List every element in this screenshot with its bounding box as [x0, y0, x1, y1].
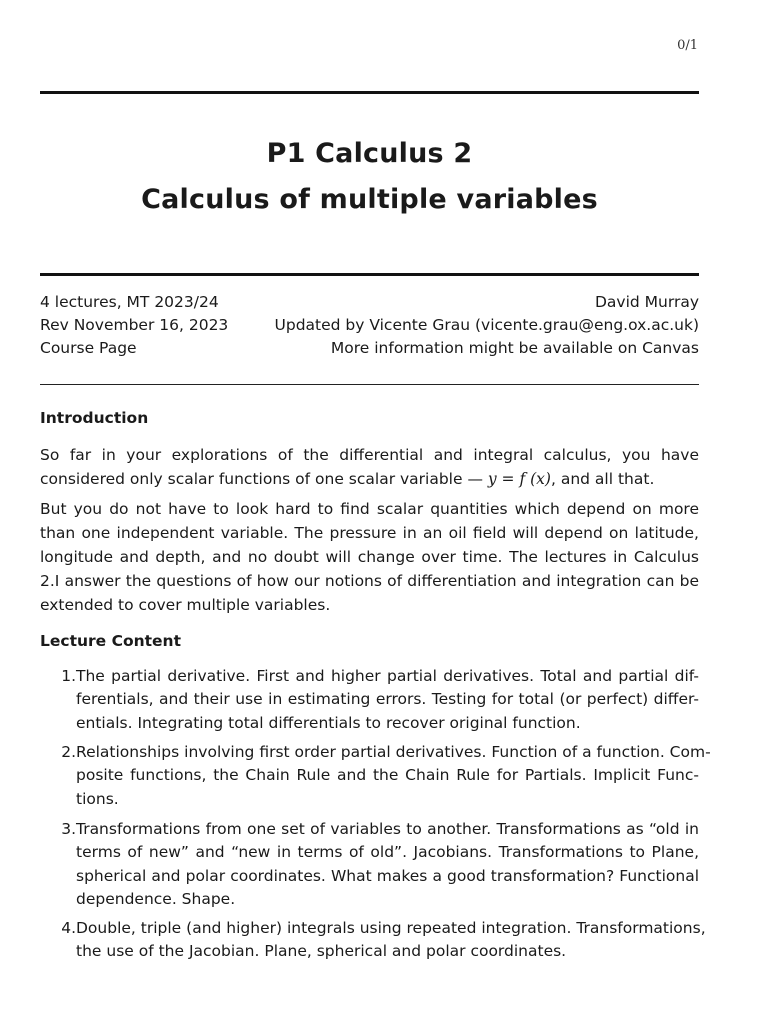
lecture-content-heading: Lecture Content [40, 632, 181, 650]
top-rule [40, 91, 699, 94]
list-item-number: 2. [61, 743, 76, 761]
inline-math: y = f (x) [487, 470, 551, 488]
introduction-paragraph-1: So far in your explorations of the differential and integral calculus, you have considered only scalar functions of one scalar variable — y = f (x), and all that. [40, 446, 699, 488]
introduction-heading: Introduction [40, 409, 149, 427]
list-item: 1. The partial derivative. First and higher partial derivatives. Total and partial dif- ferentials, and their use in estimating errors. Testing for total (or perfect) differ- entials. Integrating total differentials to recover original function. [40, 665, 699, 735]
list-item: 3. Transformations from one set of variables to another. Transformations as “old in terms of new” and “new in terms of old”. Jacobians. Transformations to Plane, spherical and polar coordinates. What makes a good transformation? Functional dependence. Shape. [40, 818, 699, 911]
meta-bottom-rule [40, 384, 699, 385]
page-number: 0/1 [677, 38, 698, 53]
introduction-paragraph-2: But you do not have to look hard to find scalar quantities which depend on more than one independent variable. The pressure in an oil field will depend on latitude, longitude and depth, and no doubt will change over time. The lectures in Calculus 2.I answer the questions of how our notions of differentiation and integration can be extended to cover multiple variables. [40, 500, 699, 614]
meta-row-3 [40, 337, 699, 360]
list-item: 2. Relationships involving first order partial derivatives. Function of a function. Com- posite functions, the Chain Rule and the Chain Rule for Partials. Implicit Func- tions. [40, 741, 699, 811]
lectures-info: 4 lectures, MT 2023/24 [40, 293, 219, 311]
title-bottom-rule [40, 273, 699, 276]
canvas-note: More information might be available on Canvas [330, 339, 699, 357]
list-item-number: 1. [61, 667, 76, 685]
document-subtitle: Calculus of multiple variables [141, 184, 598, 215]
list-item-number: 3. [61, 820, 76, 838]
author-name: David Murray [594, 293, 699, 311]
document-title: P1 Calculus 2 [266, 138, 473, 169]
meta-row-2 [40, 314, 699, 337]
updated-by: Updated by Vicente Grau (vicente.grau@eng.ox.ac.uk) [274, 316, 699, 334]
course-page-link[interactable]: Course Page [40, 339, 137, 357]
meta-row-1 [40, 291, 699, 314]
list-item: 4. Double, triple (and higher) integrals using repeated integration. Transformations, the use of the Jacobian. Plane, spherical and polar coordinates. [40, 917, 699, 964]
revision-date: Rev November 16, 2023 [40, 316, 229, 334]
list-item-number: 4. [61, 919, 76, 937]
